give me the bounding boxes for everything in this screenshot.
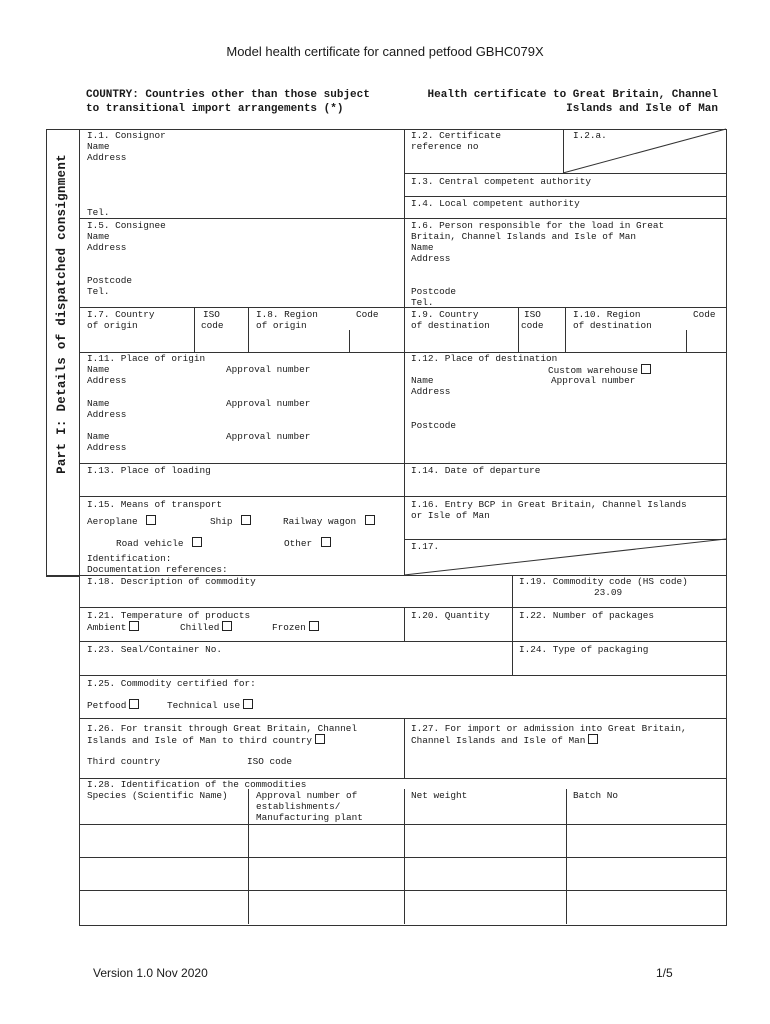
row-divider: [79, 718, 726, 719]
table-row[interactable]: [80, 858, 725, 890]
type-of-packaging-label: I.24. Type of packaging: [519, 644, 649, 655]
certificate-ref-line2: reference no: [411, 141, 479, 152]
region-origin-code-label: Code: [356, 309, 379, 320]
quantity-label: I.20. Quantity: [411, 610, 490, 621]
destination-code-label: code: [521, 320, 544, 331]
temperature-title: I.21. Temperature of products: [87, 610, 251, 621]
entry-bcp-title: I.16. Entry BCP in Great Britain, Channel Islands: [411, 499, 687, 510]
document-title: Model health certificate for canned petfood GBHC079X: [226, 44, 544, 59]
petfood-checkbox[interactable]: [129, 699, 139, 709]
other-transport-label: Other: [284, 538, 313, 549]
ship-option[interactable]: [210, 515, 251, 527]
entry-bcp-line2: or Isle of Man: [411, 510, 490, 521]
petfood-label: Petfood: [87, 700, 127, 711]
origin-approval-label-1: Approval number: [226, 364, 311, 375]
frozen-option[interactable]: [272, 621, 319, 633]
number-of-packages-label: I.22. Number of packages: [519, 610, 655, 621]
road-vehicle-option[interactable]: [116, 537, 202, 549]
origin-approval-label-2: Approval number: [226, 398, 311, 409]
column-divider: [248, 307, 249, 352]
railway-wagon-checkbox[interactable]: [365, 515, 375, 525]
place-of-destination-title: I.12. Place of destination: [411, 353, 558, 364]
row-divider: [79, 463, 726, 464]
approval-column-header-1: Approval number of: [256, 790, 358, 801]
railway-wagon-label: Railway wagon: [283, 516, 357, 527]
column-divider: [404, 129, 405, 575]
net-weight-column-header: Net weight: [411, 790, 468, 801]
local-authority-label: I.4. Local competent authority: [411, 198, 580, 209]
destination-iso-label: ISO: [524, 309, 541, 320]
origin-approval-label-3: Approval number: [226, 431, 311, 442]
place-of-loading-label: I.13. Place of loading: [87, 465, 211, 476]
iso-code-label: ISO code: [247, 756, 293, 767]
void-diagonal-i17: [404, 539, 726, 575]
seal-container-label: I.23. Seal/Container No.: [87, 644, 223, 655]
means-of-transport-title: I.15. Means of transport: [87, 499, 223, 510]
responsible-person-address-label: Address: [411, 253, 451, 264]
documentation-references-label: Documentation references:: [87, 564, 228, 575]
origin-address-label-3: Address: [87, 442, 127, 453]
i17-label: I.17.: [411, 541, 440, 552]
region-of-destination-title: I.10. Region: [573, 309, 641, 320]
responsible-person-tel-label: Tel.: [411, 297, 434, 308]
region-of-destination-line2: of destination: [573, 320, 652, 331]
table-row[interactable]: [80, 891, 725, 923]
i2a-label: I.2.a.: [573, 130, 607, 141]
third-country-label: Third country: [87, 756, 161, 767]
road-vehicle-checkbox[interactable]: [192, 537, 202, 547]
origin-name-label-1: Name: [87, 364, 110, 375]
origin-code-label: code: [201, 320, 224, 331]
responsible-person-postcode-label: Postcode: [411, 286, 457, 297]
technical-use-checkbox[interactable]: [243, 699, 253, 709]
transit-title: I.26. For transit through Great Britain, Channel: [87, 723, 358, 734]
country-of-origin-title: I.7. Country: [87, 309, 155, 320]
table-row[interactable]: [80, 825, 725, 857]
origin-address-label-2: Address: [87, 409, 127, 420]
commodity-certified-title: I.25. Commodity certified for:: [87, 678, 256, 689]
row-divider: [79, 675, 726, 676]
column-divider: [404, 718, 405, 778]
approval-column-header-3: Manufacturing plant: [256, 812, 363, 823]
import-title: I.27. For import or admission into Great Britain,: [411, 723, 687, 734]
row-divider: [79, 307, 726, 308]
destination-approval-label: Approval number: [551, 375, 636, 386]
country-of-origin-line2: of origin: [87, 320, 138, 331]
country-heading: COUNTRY: Countries other than those subject to transitional import arrangements (*): [86, 89, 370, 115]
certificate-heading: Health certificate to Great Britain, Channel Islands and Isle of Man: [427, 89, 718, 115]
chilled-checkbox[interactable]: [222, 621, 232, 631]
technical-use-option[interactable]: [167, 699, 253, 711]
column-divider: [512, 575, 513, 675]
destination-postcode-label: Postcode: [411, 420, 457, 431]
column-divider: [518, 307, 519, 352]
consignee-tel-label: Tel.: [87, 286, 110, 297]
road-vehicle-label: Road vehicle: [116, 538, 184, 549]
import-checkbox[interactable]: [588, 734, 598, 744]
approval-column-header-2: establishments/: [256, 801, 341, 812]
origin-name-label-2: Name: [87, 398, 110, 409]
consignee-postcode-label: Postcode: [87, 275, 133, 286]
origin-iso-label: ISO: [203, 309, 220, 320]
description-of-commodity-label: I.18. Description of commodity: [87, 576, 256, 587]
destination-name-label: Name: [411, 375, 434, 386]
row-divider: [404, 196, 726, 197]
region-of-origin-title: I.8. Region: [256, 309, 318, 320]
aeroplane-checkbox[interactable]: [146, 515, 156, 525]
consignee-name-label: Name: [87, 231, 110, 242]
commodity-code-value: 23.09: [594, 587, 623, 598]
transit-checkbox[interactable]: [315, 734, 325, 744]
column-divider: [565, 307, 566, 352]
place-of-origin-title: I.11. Place of origin: [87, 353, 206, 364]
other-transport-option[interactable]: [284, 537, 331, 549]
date-of-departure-label: I.14. Date of departure: [411, 465, 541, 476]
other-transport-checkbox[interactable]: [321, 537, 331, 547]
column-divider: [404, 607, 405, 641]
responsible-person-title: I.6. Person responsible for the load in Great: [411, 220, 665, 231]
certificate-ref-title: I.2. Certificate: [411, 130, 502, 141]
ambient-checkbox[interactable]: [129, 621, 139, 631]
aeroplane-option[interactable]: [87, 515, 156, 527]
consignor-tel-label: Tel.: [87, 207, 110, 218]
origin-name-label-3: Name: [87, 431, 110, 442]
transit-option[interactable]: [87, 734, 325, 746]
column-divider: [194, 307, 195, 352]
row-divider: [79, 496, 726, 497]
identification-of-commodities-title: I.28. Identification of the commodities: [87, 779, 307, 790]
version-label: Version 1.0 Nov 2020: [93, 966, 208, 980]
region-of-origin-line2: of origin: [256, 320, 307, 331]
import-option[interactable]: [411, 734, 598, 746]
ambient-label: Ambient: [87, 622, 127, 633]
commodity-code-title: I.19. Commodity code (HS code): [519, 576, 688, 587]
consignee-address-label: Address: [87, 242, 127, 253]
import-line2: Channel Islands and Isle of Man: [411, 735, 586, 746]
consignor-name-label: Name: [87, 141, 110, 152]
frozen-checkbox[interactable]: [309, 621, 319, 631]
row-divider: [404, 173, 726, 174]
country-of-destination-line2: of destination: [411, 320, 490, 331]
destination-address-label: Address: [411, 386, 451, 397]
certificate-form: [79, 129, 727, 926]
batch-no-column-header: Batch No: [573, 790, 619, 801]
technical-use-label: Technical use: [167, 700, 241, 711]
aeroplane-label: Aeroplane: [87, 516, 138, 527]
chilled-option[interactable]: [180, 621, 232, 633]
page-number: 1/5: [656, 966, 673, 980]
ambient-option[interactable]: [87, 621, 139, 633]
country-of-destination-title: I.9. Country: [411, 309, 479, 320]
custom-warehouse-checkbox[interactable]: [641, 364, 651, 374]
custom-warehouse-label: Custom warehouse: [548, 365, 639, 376]
consignor-title: I.1. Consignor: [87, 130, 166, 141]
frozen-label: Frozen: [272, 622, 306, 633]
transit-line2: Islands and Isle of Man to third country: [87, 735, 313, 746]
row-divider: [79, 641, 726, 642]
consignee-title: I.5. Consignee: [87, 220, 166, 231]
row-divider: [79, 218, 726, 219]
column-divider: [349, 330, 350, 352]
row-divider: [79, 607, 726, 608]
central-authority-label: I.3. Central competent authority: [411, 176, 592, 187]
column-divider: [686, 330, 687, 352]
consignor-address-label: Address: [87, 152, 127, 163]
ship-checkbox[interactable]: [241, 515, 251, 525]
petfood-option[interactable]: [87, 699, 139, 711]
species-column-header: Species (Scientific Name): [87, 790, 228, 801]
origin-address-label-1: Address: [87, 375, 127, 386]
responsible-person-line2: Britain, Channel Islands and Isle of Man: [411, 231, 637, 242]
region-destination-code-label: Code: [693, 309, 716, 320]
ship-label: Ship: [210, 516, 233, 527]
railway-wagon-option[interactable]: [283, 515, 375, 527]
identification-label: Identification:: [87, 553, 172, 564]
responsible-person-name-label: Name: [411, 242, 434, 253]
chilled-label: Chilled: [180, 622, 220, 633]
